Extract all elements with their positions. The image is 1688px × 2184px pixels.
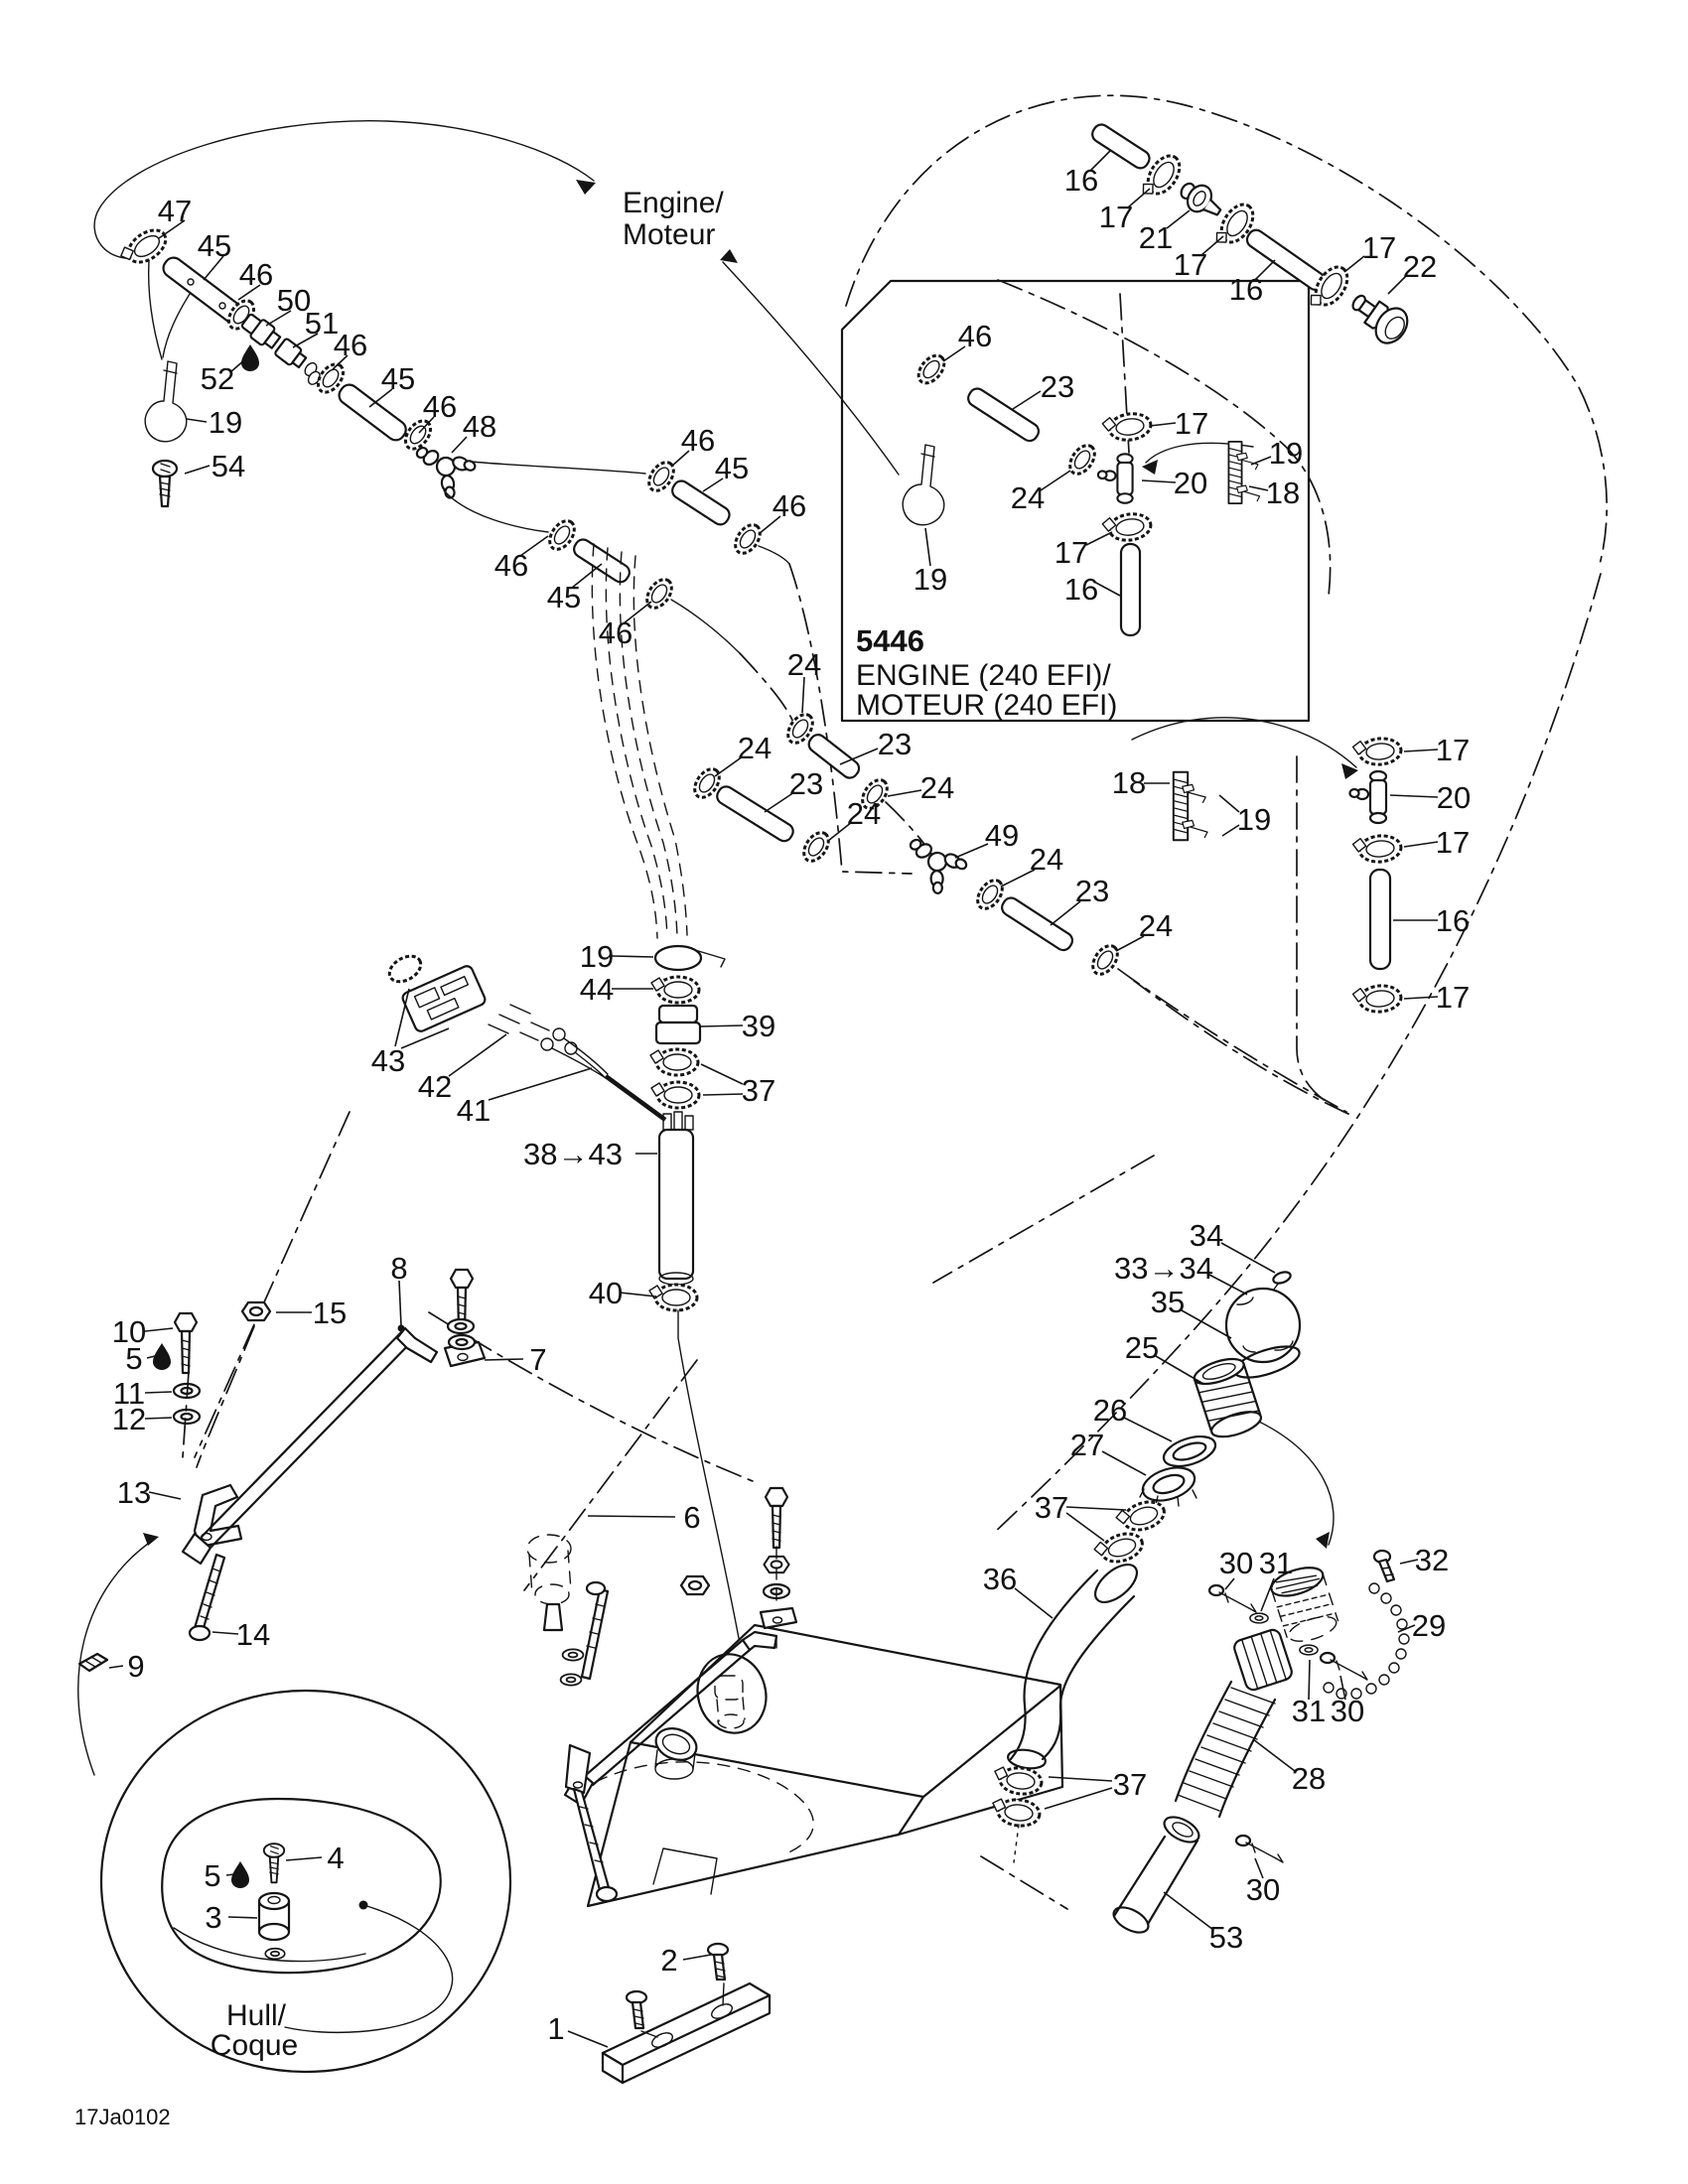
shim-9 bbox=[79, 1654, 107, 1671]
part-label: 17 bbox=[1173, 247, 1208, 282]
screw-54 bbox=[153, 461, 177, 506]
part-label: 10 bbox=[111, 1314, 147, 1349]
spacer-3 bbox=[259, 1893, 289, 1940]
part-label: 34 bbox=[1189, 1218, 1224, 1253]
washer bbox=[448, 1319, 474, 1333]
part-label: 17 bbox=[1361, 230, 1397, 265]
inset-box-title1: ENGINE (240 EFI)/ bbox=[856, 659, 1111, 692]
hose-clamp-46 bbox=[731, 520, 766, 558]
fuel-line-column-right bbox=[1174, 737, 1402, 1014]
connector-43 bbox=[385, 951, 487, 1033]
nut-15 bbox=[242, 1302, 270, 1320]
part-label: 16 bbox=[1228, 272, 1264, 307]
part-label: 2 bbox=[660, 1943, 678, 1978]
part-label: 36 bbox=[982, 1562, 1018, 1596]
part-label: 49 bbox=[984, 818, 1020, 853]
engine-callout-line2: Moteur bbox=[623, 218, 716, 251]
part-label: 53 bbox=[1208, 1920, 1244, 1955]
strap-bolt bbox=[766, 1488, 787, 1548]
part-label: 16 bbox=[1435, 903, 1471, 938]
part-label: 52 bbox=[200, 361, 235, 396]
part-label: 31 bbox=[1258, 1546, 1294, 1580]
fuel-hose-16 bbox=[1121, 544, 1140, 635]
part-label: 24 bbox=[846, 796, 882, 831]
part-label: 30 bbox=[1245, 1872, 1281, 1907]
tie-wrap-19 bbox=[903, 445, 944, 525]
rivet-30 bbox=[1209, 1585, 1256, 1612]
part-label: 19 bbox=[579, 939, 615, 974]
vent-tube-53 bbox=[1110, 1812, 1203, 1937]
part-label: 24 bbox=[786, 647, 822, 682]
filler-neck-25 bbox=[1192, 1354, 1264, 1441]
part-label: 30 bbox=[1218, 1546, 1254, 1580]
fuel-pump-stack bbox=[385, 946, 743, 1660]
part-label: 7 bbox=[529, 1342, 547, 1377]
screw-32 bbox=[1374, 1551, 1394, 1581]
part-label: 42 bbox=[417, 1069, 453, 1104]
part-label: 17 bbox=[1435, 825, 1471, 860]
fuel-line-group-top-left bbox=[117, 223, 476, 506]
part-label: 5 bbox=[125, 1341, 143, 1376]
part-label: 39 bbox=[741, 1009, 776, 1043]
part-label: 22 bbox=[1402, 249, 1438, 284]
fuel-hose-23 bbox=[999, 894, 1075, 953]
part-label: 8 bbox=[390, 1251, 408, 1286]
gear-clamp-37 bbox=[1092, 1529, 1146, 1569]
gear-clamp-40 bbox=[649, 1285, 697, 1310]
cap-chain-29 bbox=[1324, 1583, 1409, 1699]
part-label: 31 bbox=[1291, 1694, 1327, 1728]
part-label: 46 bbox=[772, 488, 807, 523]
fuel-hose-16 bbox=[1089, 121, 1152, 171]
hose-clamp-17 bbox=[1352, 834, 1402, 864]
washer-31 bbox=[1250, 1613, 1268, 1623]
hose-clamp-24 bbox=[799, 828, 834, 866]
ribbed-hose-28 bbox=[1176, 1628, 1294, 1817]
part-label: 17 bbox=[1054, 535, 1089, 570]
hose-clamp-24 bbox=[1065, 441, 1100, 478]
part-label: 54 bbox=[211, 449, 246, 483]
part-label: 18 bbox=[1111, 765, 1147, 800]
washer bbox=[265, 1949, 285, 1960]
part-label: 47 bbox=[157, 194, 193, 228]
part-label: 33→34 bbox=[1114, 1251, 1213, 1286]
part-label: 35 bbox=[1150, 1285, 1186, 1319]
part-label: 15 bbox=[312, 1296, 348, 1330]
lock-nut-27 bbox=[1139, 1461, 1199, 1506]
part-label: 37 bbox=[741, 1073, 776, 1108]
gear-clamp-37 bbox=[650, 1049, 698, 1075]
part-label: 46 bbox=[493, 548, 529, 583]
y-fitting-48 bbox=[415, 446, 477, 498]
tie-wrap-19 bbox=[145, 361, 187, 442]
part-label: 18 bbox=[1265, 476, 1301, 510]
fuel-tank-6 bbox=[527, 1488, 1062, 1906]
washer-12 bbox=[174, 1410, 200, 1424]
part-label: 43 bbox=[370, 1043, 406, 1078]
part-label: 3 bbox=[205, 1900, 222, 1935]
part-label: 19 bbox=[913, 562, 948, 597]
gear-clamp-37 bbox=[651, 1082, 699, 1108]
grease-drop-52 bbox=[241, 344, 259, 371]
part-label: 24 bbox=[1029, 842, 1064, 877]
part-label: 46 bbox=[957, 319, 993, 353]
part-label: 4 bbox=[327, 1841, 345, 1875]
part-label: 19 bbox=[1268, 436, 1304, 471]
hull-callout-line1: Hull/ bbox=[225, 1999, 287, 2032]
part-label: 44 bbox=[579, 972, 615, 1007]
part-label: 13 bbox=[116, 1475, 152, 1510]
strap-plate bbox=[761, 1608, 796, 1628]
part-label: 14 bbox=[235, 1617, 271, 1652]
t-fitting-20 bbox=[1350, 771, 1387, 823]
fuel-hose-23 bbox=[965, 385, 1042, 444]
y-fitting-49 bbox=[903, 837, 971, 897]
part-label: 17 bbox=[1098, 200, 1134, 234]
part-label: 46 bbox=[680, 423, 716, 458]
part-label: 5 bbox=[204, 1858, 221, 1893]
fitting-22 bbox=[1344, 285, 1414, 349]
part-label: 16 bbox=[1063, 572, 1099, 607]
fuel-line-bundle-dashed bbox=[592, 544, 687, 938]
part-label: 51 bbox=[304, 306, 340, 341]
fitting-51 bbox=[274, 338, 308, 370]
washer-31 bbox=[1300, 1645, 1318, 1655]
stud-fitting-18 bbox=[1174, 772, 1207, 840]
part-label: 37 bbox=[1112, 1767, 1148, 1802]
hull-inset-circle bbox=[101, 1691, 510, 2072]
inset-box-title2: MOTEUR (240 EFI) bbox=[856, 689, 1118, 722]
part-label: 21 bbox=[1138, 220, 1174, 255]
part-label: 46 bbox=[238, 257, 274, 292]
part-label: 48 bbox=[462, 409, 497, 444]
nut bbox=[681, 1576, 709, 1594]
gear-clamp-44 bbox=[651, 977, 699, 1003]
part-label: 30 bbox=[1330, 1694, 1365, 1728]
inset-box-model: 5446 bbox=[856, 623, 924, 658]
screw-4 bbox=[264, 1843, 284, 1882]
washer bbox=[449, 1335, 475, 1349]
part-label: 40 bbox=[588, 1276, 624, 1310]
part-label: 9 bbox=[127, 1649, 145, 1684]
part-label: 25 bbox=[1124, 1330, 1160, 1365]
part-label: 19 bbox=[1236, 802, 1272, 837]
hose-clamp-46 bbox=[914, 350, 949, 387]
part-label: 17 bbox=[1435, 733, 1471, 767]
stud-fitting-18 bbox=[1228, 442, 1259, 503]
fuel-hose-16 bbox=[1370, 870, 1390, 969]
fuel-hose-45 bbox=[571, 536, 633, 585]
part-label: 24 bbox=[1138, 908, 1174, 943]
part-label: 28 bbox=[1291, 1761, 1327, 1796]
part-label: 46 bbox=[422, 389, 458, 424]
part-label: 23 bbox=[788, 766, 824, 801]
fuel-pump-38-43 bbox=[659, 1112, 693, 1285]
tie-wrap-clamp-19 bbox=[655, 946, 725, 970]
part-label: 46 bbox=[333, 328, 368, 362]
rubber-sleeve-39 bbox=[656, 1006, 700, 1043]
part-label: 11 bbox=[112, 1376, 146, 1411]
part-label: 45 bbox=[197, 228, 232, 263]
part-label: 45 bbox=[714, 451, 750, 485]
part-label: 17 bbox=[1435, 980, 1471, 1015]
part-label: 23 bbox=[1040, 369, 1075, 404]
part-label: 32 bbox=[1414, 1543, 1450, 1577]
part-label: 1 bbox=[547, 2011, 565, 2046]
routing-arrows bbox=[78, 121, 1358, 1775]
part-label: 19 bbox=[208, 405, 243, 440]
hose-clamp-17 bbox=[1352, 737, 1402, 766]
part-label: 27 bbox=[1069, 1428, 1105, 1462]
part-label: 16 bbox=[1063, 163, 1099, 198]
t-fitting-20 bbox=[1098, 454, 1133, 502]
part-label: 24 bbox=[919, 770, 955, 805]
part-label: 20 bbox=[1173, 466, 1208, 500]
part-label: 26 bbox=[1092, 1393, 1128, 1428]
screw-14 bbox=[190, 1555, 224, 1640]
terminal-pins-42 bbox=[489, 1005, 577, 1054]
gasket-26 bbox=[1160, 1431, 1218, 1471]
part-label: 24 bbox=[1010, 480, 1046, 515]
part-label: 17 bbox=[1174, 406, 1209, 441]
tank-strap-8 bbox=[183, 1325, 437, 1565]
part-label: 29 bbox=[1411, 1608, 1447, 1643]
hose-clamp-46 bbox=[642, 575, 677, 613]
part-label: 41 bbox=[456, 1093, 492, 1128]
mounting-plate-group bbox=[603, 1944, 770, 2083]
part-label: 23 bbox=[877, 727, 913, 761]
part-label: 46 bbox=[598, 615, 633, 650]
rivet-30 bbox=[1321, 1653, 1367, 1680]
engine-callout-line1: Engine/ bbox=[623, 187, 724, 219]
part-label: 38→43 bbox=[523, 1137, 623, 1171]
gear-clamp-37 bbox=[1114, 1497, 1168, 1537]
hose-clamp-24 bbox=[1088, 941, 1123, 979]
part-label: 20 bbox=[1436, 780, 1472, 815]
document-code: 17Ja0102 bbox=[74, 2105, 171, 2129]
grease-drop-5 bbox=[153, 1343, 171, 1370]
gear-clamp-37 bbox=[991, 1797, 1041, 1828]
bolt-10 bbox=[175, 1313, 197, 1373]
hull-boss-dashed bbox=[527, 1535, 571, 1604]
filler-neck-group bbox=[991, 1270, 1409, 1938]
rivet-30 bbox=[1236, 1836, 1283, 1862]
part-label: 37 bbox=[1034, 1490, 1069, 1525]
part-label: 24 bbox=[737, 731, 773, 765]
part-label: 45 bbox=[546, 580, 582, 614]
part-label: 6 bbox=[683, 1500, 701, 1535]
part-label: 50 bbox=[276, 283, 312, 318]
fuel-hose-23 bbox=[714, 783, 795, 844]
part-label: 12 bbox=[111, 1402, 147, 1436]
hose-clamp-17 bbox=[1101, 511, 1152, 543]
hose-clamp-17 bbox=[1352, 984, 1402, 1014]
hull-callout-line2: Coque bbox=[210, 2029, 299, 2062]
hose-clamp-17 bbox=[1101, 411, 1152, 443]
part-label: 23 bbox=[1074, 874, 1110, 908]
part-label: 45 bbox=[380, 361, 416, 396]
fuel-line-branches bbox=[444, 458, 789, 938]
